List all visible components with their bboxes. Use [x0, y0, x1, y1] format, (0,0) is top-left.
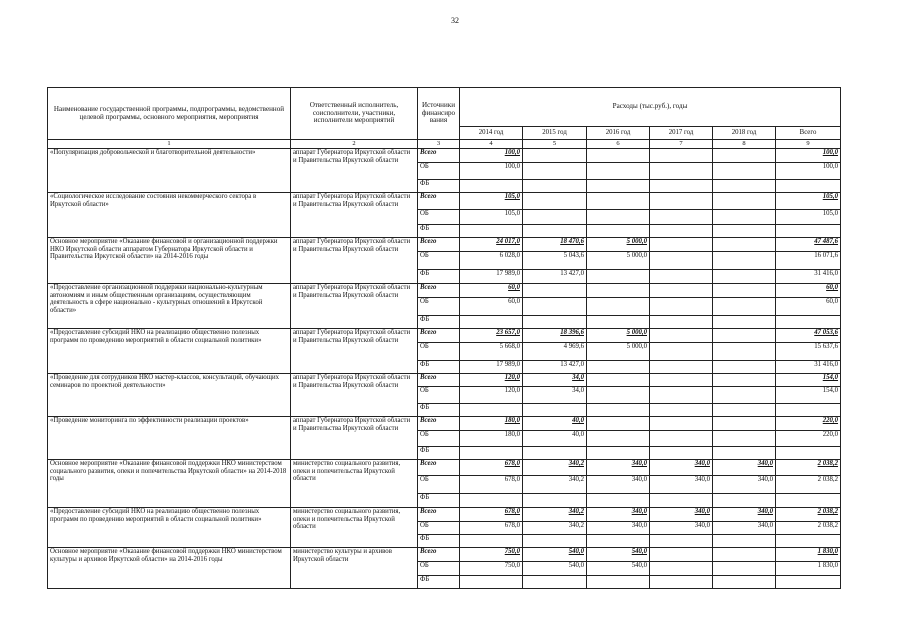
amount-cell	[713, 238, 776, 252]
amount-cell	[650, 374, 713, 387]
header-source: Источники финансиро вания	[418, 88, 460, 140]
amount-cell	[587, 494, 650, 508]
table-row-total	[48, 149, 841, 163]
measure-name: «Предоставление организационной поддержки национально-культурным автономиям и иным общественным организациям, осуществляющим деятельность в сфере национально - культурных отношений в Иркутской области»	[48, 284, 291, 329]
amount-cell	[713, 431, 776, 447]
funding-source: ОБ	[418, 522, 460, 535]
funding-source: Всего	[418, 417, 460, 431]
measure-name: Основное мероприятие «Оказание финансовой и организационной поддержки НКО Иркутской области аппаратом Губернатора Иркутской области и Правительства Иркутской области» на 2014-2016 годы	[48, 238, 291, 284]
amount-cell	[713, 562, 776, 576]
column-number: 4	[460, 140, 523, 149]
amount-cell	[523, 494, 587, 508]
funding-source: ФБ	[418, 535, 460, 548]
amount-cell	[650, 431, 713, 447]
amount-total-cell: 220,0	[776, 431, 841, 447]
amount-cell	[650, 180, 713, 193]
amount-cell	[650, 149, 713, 163]
amount-cell	[587, 404, 650, 417]
amount-cell	[713, 404, 776, 417]
funding-source: ФБ	[418, 404, 460, 417]
amount-cell	[460, 180, 523, 193]
header-total: Всего	[776, 127, 841, 140]
measure-name: «Предоставление субсидий НКО на реализацию общественно полезных программ по проведению мероприятий в области социальной политики»	[48, 508, 291, 548]
funding-source: Всего	[418, 508, 460, 522]
amount-cell	[650, 447, 713, 460]
amount-total-cell: 105,0	[776, 193, 841, 210]
amount-total-cell: 2 038,2	[776, 460, 841, 476]
table-row-total	[48, 284, 841, 298]
measure-executor: аппарат Губернатора Иркутской области и Правительства Иркутской области	[291, 149, 418, 193]
amount-cell: 5 000,0	[587, 329, 650, 343]
amount-cell	[713, 298, 776, 316]
amount-total-cell: 15 637,6	[776, 343, 841, 361]
amount-cell	[587, 374, 650, 387]
amount-cell	[713, 284, 776, 298]
amount-cell	[587, 298, 650, 316]
amount-cell	[587, 225, 650, 238]
table-row-total	[48, 460, 841, 476]
amount-total-cell: 16 071,6	[776, 252, 841, 270]
table-row-total	[48, 417, 841, 431]
measure-name: «Предоставление субсидий НКО на реализацию общественно полезных программ по проведению мероприятий в области социальной политики»	[48, 329, 291, 374]
amount-cell	[523, 284, 587, 298]
amount-cell: 13 427,0	[523, 361, 587, 374]
funding-source: ФБ	[418, 180, 460, 193]
amount-total-cell: 154,0	[776, 387, 841, 404]
amount-cell	[523, 404, 587, 417]
funding-source: Всего	[418, 149, 460, 163]
amount-cell: 340,0	[650, 460, 713, 476]
funding-source: ФБ	[418, 576, 460, 589]
funding-source: ФБ	[418, 447, 460, 460]
amount-total-cell	[776, 316, 841, 329]
funding-source: Всего	[418, 329, 460, 343]
amount-cell: 340,2	[523, 508, 587, 522]
amount-cell: 120,0	[460, 374, 523, 387]
header-year: 2014 год	[460, 127, 523, 140]
amount-cell	[650, 576, 713, 589]
amount-cell	[587, 361, 650, 374]
amount-cell: 24 017,0	[460, 238, 523, 252]
amount-cell	[650, 193, 713, 210]
amount-cell: 60,0	[460, 284, 523, 298]
funding-source: ОБ	[418, 343, 460, 361]
amount-cell	[650, 535, 713, 548]
amount-cell	[523, 447, 587, 460]
amount-cell	[713, 329, 776, 343]
amount-cell: 40,0	[523, 431, 587, 447]
amount-cell	[713, 494, 776, 508]
amount-cell: 5 000,0	[587, 252, 650, 270]
amount-cell: 678,0	[460, 476, 523, 494]
amount-cell: 17 989,0	[460, 361, 523, 374]
amount-total-cell: 2 038,2	[776, 522, 841, 535]
amount-cell	[713, 417, 776, 431]
amount-cell	[713, 361, 776, 374]
amount-cell: 40,0	[523, 417, 587, 431]
amount-total-cell: 60,0	[776, 284, 841, 298]
amount-cell	[587, 210, 650, 225]
amount-cell: 18 470,6	[523, 238, 587, 252]
amount-cell: 340,0	[650, 508, 713, 522]
amount-total-cell: 1 830,0	[776, 562, 841, 576]
table-body	[48, 149, 841, 589]
column-numbers-row	[48, 140, 841, 149]
amount-cell: 340,0	[713, 522, 776, 535]
amount-cell	[650, 163, 713, 180]
amount-cell	[713, 387, 776, 404]
amount-cell: 18 396,6	[523, 329, 587, 343]
amount-cell: 340,0	[650, 522, 713, 535]
amount-cell	[460, 576, 523, 589]
amount-cell	[587, 270, 650, 284]
amount-total-cell: 2 038,2	[776, 508, 841, 522]
measure-executor: аппарат Губернатора Иркутской области и Правительства Иркутской области	[291, 238, 418, 284]
amount-cell	[587, 576, 650, 589]
amount-cell	[587, 316, 650, 329]
amount-cell: 750,0	[460, 548, 523, 562]
amount-cell: 13 427,0	[523, 270, 587, 284]
amount-cell: 340,0	[587, 460, 650, 476]
amount-cell	[523, 225, 587, 238]
funding-source: ОБ	[418, 431, 460, 447]
amount-cell	[587, 149, 650, 163]
amount-total-cell	[776, 535, 841, 548]
amount-cell: 750,0	[460, 562, 523, 576]
amount-cell: 678,0	[460, 508, 523, 522]
measure-name: «Популяризация добровольческой и благотворительной деятельности»	[48, 149, 291, 193]
amount-cell	[650, 562, 713, 576]
amount-total-cell	[776, 404, 841, 417]
amount-total-cell	[776, 447, 841, 460]
amount-total-cell: 47 487,6	[776, 238, 841, 252]
amount-total-cell	[776, 225, 841, 238]
amount-cell	[650, 210, 713, 225]
amount-cell	[713, 535, 776, 548]
amount-cell	[650, 316, 713, 329]
amount-cell: 17 989,0	[460, 270, 523, 284]
amount-cell	[713, 576, 776, 589]
amount-total-cell: 100,0	[776, 163, 841, 180]
amount-cell: 105,0	[460, 210, 523, 225]
amount-cell	[587, 431, 650, 447]
amount-cell	[650, 404, 713, 417]
amount-cell	[713, 225, 776, 238]
amount-cell	[650, 494, 713, 508]
funding-source: Всего	[418, 284, 460, 298]
amount-cell	[650, 284, 713, 298]
amount-cell	[523, 298, 587, 316]
measure-name: «Проведение для сотрудников НКО мастер-классов, консультаций, обучающих семинаров по проектной деятельности»	[48, 374, 291, 417]
amount-cell: 60,0	[460, 298, 523, 316]
funding-source: ФБ	[418, 225, 460, 238]
measure-executor: аппарат Губернатора Иркутской области и Правительства Иркутской области	[291, 193, 418, 238]
amount-cell	[587, 180, 650, 193]
amount-cell: 100,0	[460, 163, 523, 180]
header-year: 2016 год	[587, 127, 650, 140]
amount-total-cell: 60,0	[776, 298, 841, 316]
amount-cell	[713, 316, 776, 329]
amount-cell	[713, 193, 776, 210]
amount-cell	[713, 180, 776, 193]
column-number: 1	[48, 140, 291, 149]
amount-cell	[587, 193, 650, 210]
amount-total-cell: 47 053,6	[776, 329, 841, 343]
amount-cell: 678,0	[460, 522, 523, 535]
header-executor: Ответственный исполнитель, соисполнители, участники, исполнители мероприятий	[291, 88, 418, 140]
amount-cell	[523, 576, 587, 589]
table-row-total	[48, 193, 841, 210]
amount-cell: 340,2	[523, 522, 587, 535]
amount-cell: 23 657,0	[460, 329, 523, 343]
table-row-total	[48, 374, 841, 387]
amount-cell: 5 668,0	[460, 343, 523, 361]
amount-cell: 34,0	[523, 387, 587, 404]
funding-source: Всего	[418, 374, 460, 387]
amount-cell	[587, 163, 650, 180]
amount-cell: 5 043,6	[523, 252, 587, 270]
amount-cell	[460, 494, 523, 508]
amount-cell	[650, 548, 713, 562]
column-number: 5	[523, 140, 587, 149]
amount-cell	[523, 180, 587, 193]
column-number: 6	[587, 140, 650, 149]
amount-total-cell: 31 416,0	[776, 361, 841, 374]
amount-cell	[460, 225, 523, 238]
measure-executor: аппарат Губернатора Иркутской области и Правительства Иркутской области	[291, 329, 418, 374]
funding-source: ОБ	[418, 387, 460, 404]
funding-source: ФБ	[418, 361, 460, 374]
amount-cell: 5 000,0	[587, 238, 650, 252]
amount-total-cell	[776, 494, 841, 508]
funding-source: ОБ	[418, 163, 460, 180]
amount-cell: 340,0	[713, 476, 776, 494]
measure-executor: аппарат Губернатора Иркутской области и Правительства Иркутской области	[291, 374, 418, 417]
amount-cell: 180,0	[460, 417, 523, 431]
amount-cell: 340,0	[713, 460, 776, 476]
amount-cell	[650, 343, 713, 361]
amount-total-cell	[776, 576, 841, 589]
amount-total-cell: 31 416,0	[776, 270, 841, 284]
funding-source: ФБ	[418, 270, 460, 284]
funding-source: Всего	[418, 548, 460, 562]
column-number: 7	[650, 140, 713, 149]
funding-source: ОБ	[418, 298, 460, 316]
amount-cell	[460, 447, 523, 460]
measure-executor: аппарат Губернатора Иркутской области и Правительства Иркутской области	[291, 284, 418, 329]
measure-executor: министерство социального развития, опеки и попечительства Иркутской области	[291, 508, 418, 548]
column-number: 2	[291, 140, 418, 149]
funding-source: ОБ	[418, 562, 460, 576]
amount-cell: 340,2	[523, 476, 587, 494]
amount-cell: 5 000,0	[587, 343, 650, 361]
amount-cell: 34,0	[523, 374, 587, 387]
amount-cell: 540,0	[523, 562, 587, 576]
header-year: 2015 год	[523, 127, 587, 140]
column-number: 9	[776, 140, 841, 149]
measure-executor: министерство культуры и архивов Иркутской области	[291, 548, 418, 589]
amount-cell	[650, 252, 713, 270]
page-number: 32	[451, 16, 459, 25]
amount-cell	[523, 535, 587, 548]
amount-cell	[587, 417, 650, 431]
amount-cell	[650, 270, 713, 284]
funding-source: Всего	[418, 238, 460, 252]
table-row-total	[48, 548, 841, 562]
header-expenses: Расходы (тыс.руб.), годы	[460, 88, 841, 127]
amount-cell	[650, 225, 713, 238]
column-number: 8	[713, 140, 776, 149]
funding-source: ФБ	[418, 494, 460, 508]
measure-name: Основное мероприятие «Оказание финансовой поддержки НКО министерством культуры и архивов Иркутской области» на 2014-2016 годы	[48, 548, 291, 589]
measure-name: «Проведение мониторинга по эффективности реализации проектов»	[48, 417, 291, 460]
column-number: 3	[418, 140, 460, 149]
funding-source: ОБ	[418, 210, 460, 225]
amount-cell	[713, 270, 776, 284]
measure-executor: министерство социального развития, опеки и попечительства Иркутской области	[291, 460, 418, 508]
amount-cell	[713, 149, 776, 163]
amount-cell	[460, 404, 523, 417]
amount-cell: 100,0	[460, 149, 523, 163]
amount-cell: 678,0	[460, 460, 523, 476]
funding-source: ОБ	[418, 476, 460, 494]
amount-total-cell	[776, 180, 841, 193]
amount-cell: 340,0	[587, 508, 650, 522]
amount-cell	[650, 238, 713, 252]
amount-cell: 180,0	[460, 431, 523, 447]
amount-cell	[523, 316, 587, 329]
amount-cell: 120,0	[460, 387, 523, 404]
amount-cell: 340,0	[650, 476, 713, 494]
amount-cell	[523, 149, 587, 163]
amount-cell	[713, 343, 776, 361]
measure-name: «Социологическое исследование состояния некоммерческого сектора в Иркутской области»	[48, 193, 291, 238]
funding-source: Всего	[418, 193, 460, 210]
amount-cell	[523, 193, 587, 210]
amount-cell	[587, 447, 650, 460]
amount-total-cell: 2 038,2	[776, 476, 841, 494]
header-year: 2017 год	[650, 127, 713, 140]
funding-source: ОБ	[418, 252, 460, 270]
header-name: Наименование государственной программы, подпрограммы, ведомственной целевой программы, основного мероприятия, мероприятия	[48, 88, 291, 140]
amount-cell	[650, 298, 713, 316]
amount-cell: 340,0	[587, 522, 650, 535]
amount-cell: 540,0	[523, 548, 587, 562]
amount-cell: 6 028,0	[460, 252, 523, 270]
amount-cell	[460, 535, 523, 548]
amount-total-cell: 100,0	[776, 149, 841, 163]
amount-cell	[587, 284, 650, 298]
amount-cell: 340,0	[587, 476, 650, 494]
amount-cell	[650, 361, 713, 374]
amount-cell: 4 969,6	[523, 343, 587, 361]
amount-cell: 340,2	[523, 460, 587, 476]
measure-executor: аппарат Губернатора Иркутской области и Правительства Иркутской области	[291, 417, 418, 460]
amount-cell	[713, 252, 776, 270]
amount-cell: 340,0	[713, 508, 776, 522]
amount-cell	[713, 163, 776, 180]
amount-cell: 105,0	[460, 193, 523, 210]
amount-cell: 540,0	[587, 548, 650, 562]
amount-total-cell: 154,0	[776, 374, 841, 387]
amount-total-cell: 220,0	[776, 417, 841, 431]
table-row-total	[48, 238, 841, 252]
amount-cell	[713, 548, 776, 562]
amount-cell	[713, 210, 776, 225]
table-row-total	[48, 329, 841, 343]
amount-total-cell: 1 830,0	[776, 548, 841, 562]
header-year: 2018 год	[713, 127, 776, 140]
amount-cell	[650, 387, 713, 404]
amount-cell	[713, 447, 776, 460]
funding-source: ФБ	[418, 316, 460, 329]
measure-name: Основное мероприятие «Оказание финансовой поддержки НКО министерством социального развития, опеки и попечительства Иркутской области» на 2014-2018 годы	[48, 460, 291, 508]
funding-source: Всего	[418, 460, 460, 476]
amount-cell	[713, 374, 776, 387]
amount-cell	[460, 316, 523, 329]
amount-cell	[587, 387, 650, 404]
amount-cell	[650, 329, 713, 343]
amount-cell	[523, 163, 587, 180]
amount-cell	[523, 210, 587, 225]
amount-cell	[587, 535, 650, 548]
amount-cell: 540,0	[587, 562, 650, 576]
budget-table	[47, 87, 841, 589]
amount-total-cell: 105,0	[776, 210, 841, 225]
amount-cell	[650, 417, 713, 431]
table-row-total	[48, 508, 841, 522]
